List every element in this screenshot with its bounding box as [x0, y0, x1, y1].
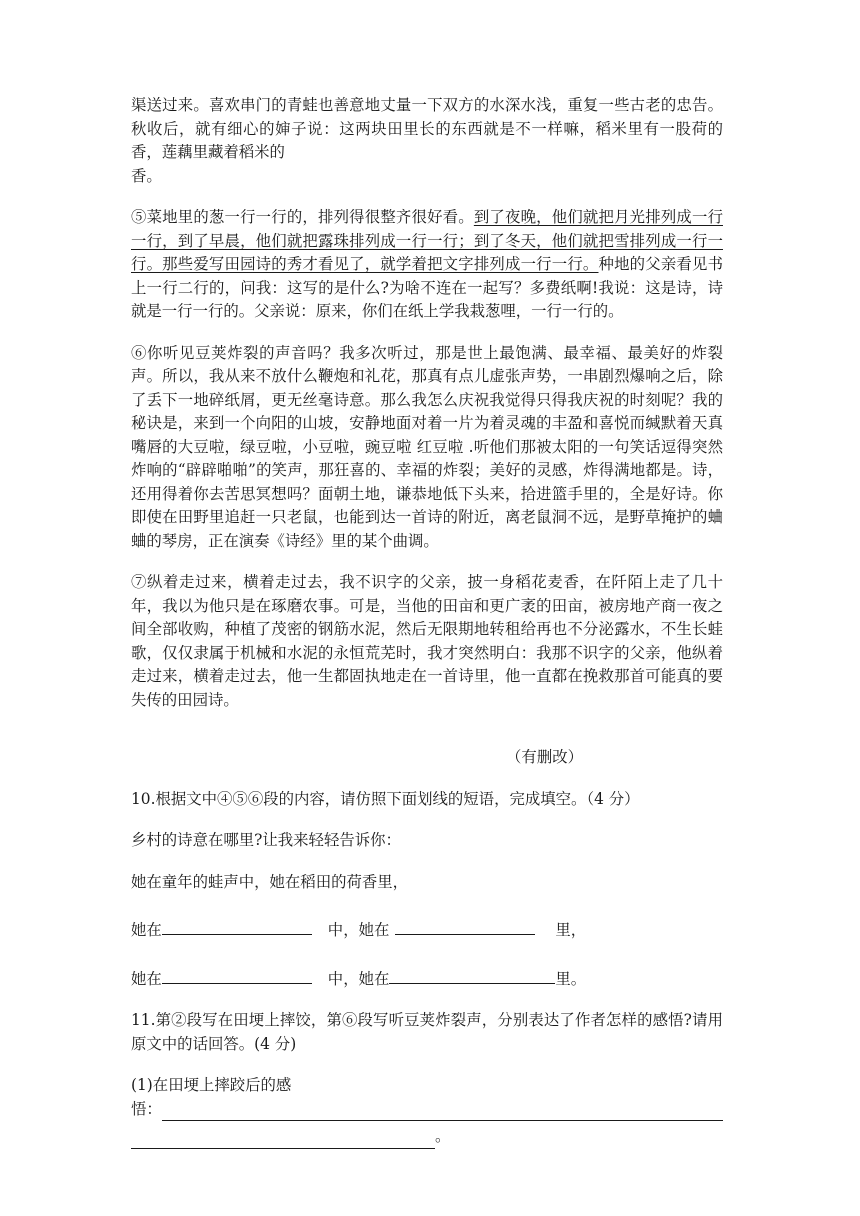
fill-row-2: [131, 965, 723, 992]
answer-end-mark: 。: [435, 1127, 451, 1145]
paragraph-5: [131, 206, 723, 324]
answer-line[interactable]: [131, 1130, 435, 1149]
q11-1-label: (1)在田埂上摔跤后的感: [131, 1076, 292, 1094]
fill-middle: 中，她在: [327, 921, 390, 939]
question-11-part-1: [131, 1074, 723, 1149]
question-10: 10.根据文中④⑤⑥段的内容，请仿照下面划线的短语，完成填空。（4 分）: [131, 789, 640, 808]
paragraph-6: ⑥你听见豆荚炸裂的声音吗？我多次听过，那是世上最饱满、最幸福、最美好的炸裂声。所以，我从来不放什么鞭炮和礼花，那真有点儿虚张声势，一串剧烈爆响之后，除了丢下一地碎纸屑，更无丝毫诗意。那么我怎么庆祝我觉得只得我庆祝的时刻呢？我的秘诀是，来到一个向阳的山坡，安静地面对着一片为着灵魂的丰盈和喜悦而缄默着天真嘴唇的大豆啦，绿豆啦，小豆啦，豌豆啦 红豆啦 .听他们那被太阳的一句笑话逗得突然炸响的“辟辟啪啪”的笑声，那狂喜的、幸福的炸裂；美好的灵感，炸得满地都是。诗，还用得着你去苦思冥想吗？面朝土地，谦恭地低下头来，拾进篮手里的，全是好诗。你即使在田野里追赶一只老鼠，也能到达一首诗的附近，离老鼠洞不远，是野草掩护的蛐蛐的琴房，正在演奏《诗经》里的某个曲调。: [131, 343, 723, 550]
edit-note: （有删改）: [506, 748, 583, 766]
question-10-intro: 乡村的诗意在哪里?让我来轻轻告诉你：: [131, 831, 401, 849]
answer-line[interactable]: [162, 1104, 723, 1121]
paragraph-text: 渠送过来。喜欢串门的青蛙也善意地丈量一下双方的水深水浅，重复一些古老的忠告。秋收后，就有细心的婶子说：这两块田里长的东西就是不一样嘛，稻米里有一股荷的香，莲藕里藏着稻米的: [131, 96, 723, 161]
fill-suffix: 里。: [555, 969, 587, 988]
fill-prefix: 她在: [131, 921, 162, 939]
answer-blank[interactable]: [162, 965, 312, 984]
answer-blank[interactable]: [162, 916, 312, 935]
fill-middle: 中，她在: [327, 969, 390, 988]
paragraph-continuation: [131, 94, 723, 188]
answer-blank[interactable]: [395, 916, 535, 935]
fill-prefix: 她在: [131, 969, 162, 988]
question-11: 11.第②段写在田埂上摔饺，第⑥段写听豆荚炸裂声，分别表达了作者怎样的感悟?请用原文中的话回答。(4 分): [131, 1011, 723, 1053]
paragraph-7: ⑦纵着走过来，横着走过去，我不识字的父亲，披一身稻花麦香，在阡陌上走了几十年，我以为他只是在琢磨农事。可是，当他的田亩和更广袤的田亩，被房地产商一夜之间全部收购，种植了茂密的钢筋水泥，然后无限期地转租给再也不分泌露水，不生长蛙歌，仅仅隶属于机械和水泥的永恒荒芜时，我才突然明白：我那不识字的父亲，他纵着走过来，横着走过去，他一生都固执地走在一首诗里，他一直都在挽救那首可能真的要失传的田园诗。: [131, 573, 723, 709]
fill-suffix: 里，: [555, 921, 587, 939]
q11-1-label-tail: 悟：: [131, 1099, 162, 1118]
p5-underlined-sentence: 到了夜晚，他们就把月光排列成一行一行，到了早晨，他们就把露珠排列成一行一行；到了冬天，他们就把雪排列成一行一行。那些爱写田园诗的秀才看见了，就学着把文字排列成一行一行。: [131, 208, 723, 273]
p5-lead: ⑤菜地里的葱一行一行的，排列得很整齐很好看。: [131, 208, 474, 226]
answer-blank[interactable]: [389, 965, 555, 984]
fill-row-1: [131, 916, 723, 943]
p5-tail: 种地的父亲看见书上一行二行的，问我：这写的是什么?为啥不连在一起写？多费纸啊!我说：这是诗，诗就是一行一行的。父亲说：原来，你们在纸上学我栽葱哩，一行一行的。: [131, 255, 723, 320]
question-10-example: 她在童年的蛙声中，她在稻田的荷香里，: [131, 872, 409, 891]
paragraph-text-end: 香。: [131, 166, 162, 185]
document-page: [131, 94, 723, 1149]
